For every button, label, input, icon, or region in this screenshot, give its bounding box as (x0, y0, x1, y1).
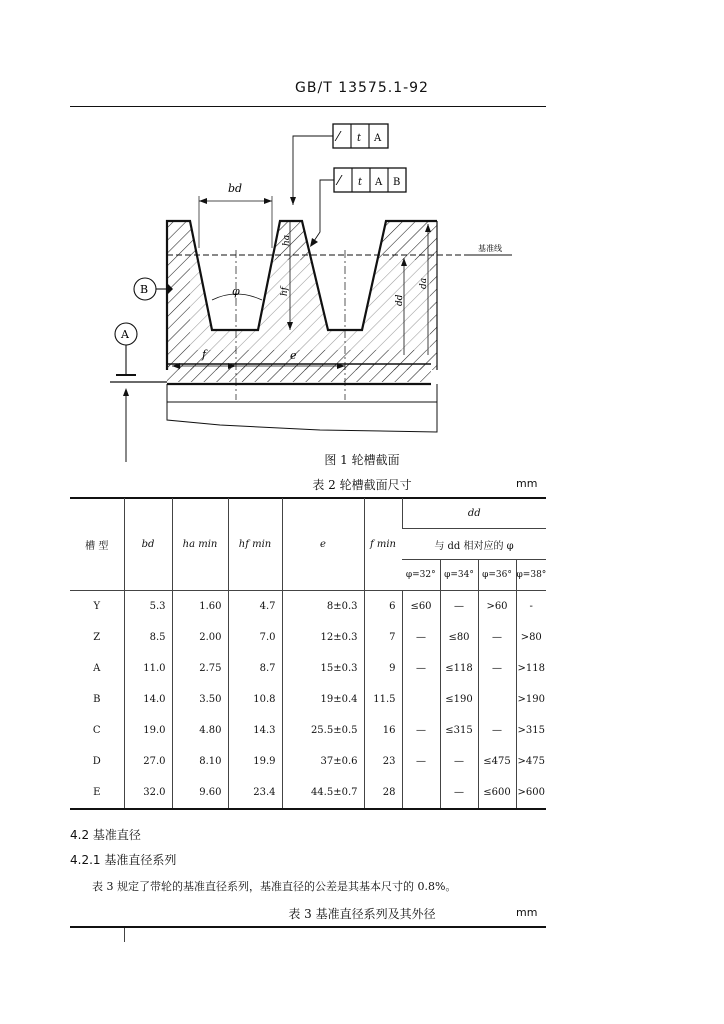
cell-bd: 14.0 (124, 684, 172, 715)
tolerance-t: t (357, 133, 362, 144)
cell-type: D (92, 756, 101, 767)
frame-leader (293, 136, 333, 205)
table-row (70, 715, 546, 746)
table-row (70, 653, 546, 684)
cell-p38: >600 (516, 777, 546, 809)
col-header-bd: bd (124, 498, 172, 591)
cell-e: 44.5±0.7 (282, 777, 364, 809)
cell-hf: 10.8 (228, 684, 282, 715)
cell-p34: ≤190 (440, 684, 478, 715)
cell-e: 15±0.3 (282, 653, 364, 684)
col-header-e: e (282, 498, 364, 591)
reference-line-label: 基准线 (478, 244, 502, 253)
cell-ha: 8.10 (172, 746, 228, 777)
cell-p34: — (440, 746, 478, 777)
cell-bd: 5.3 (124, 591, 172, 623)
cell-type: Y (93, 601, 101, 612)
groove-dimensions-table (70, 498, 546, 810)
cell-hf: 8.7 (228, 653, 282, 684)
runout-symbol: ⁄ (338, 174, 341, 189)
col-header-phi34: φ=34° (440, 560, 478, 591)
cell-p38: - (516, 591, 546, 623)
cell-f: 9 (364, 653, 402, 684)
cell-ha: 4.80 (172, 715, 228, 746)
cell-p36: — (478, 715, 516, 746)
cell-p32: ≤60 (402, 591, 440, 623)
arrowhead (199, 198, 207, 204)
cell-e: 37±0.6 (282, 746, 364, 777)
dim-label-e: e (290, 349, 297, 362)
table-row (70, 684, 546, 715)
section-4-2-1-heading: 4.2.1 基准直径系列 (70, 853, 177, 867)
cell-bd: 11.0 (124, 653, 172, 684)
col-header-phi36: φ=36° (478, 560, 516, 591)
section-4-2-heading: 4.2 基准直径 (70, 828, 141, 842)
cell-p38: >475 (516, 746, 546, 777)
table3-unit: mm (516, 906, 538, 919)
dim-label-da: da (419, 277, 429, 289)
dim-label-dd: dd (395, 294, 405, 306)
datum-letter-b: B (140, 283, 149, 296)
cell-type: Z (93, 632, 101, 643)
dim-label-f: f (202, 348, 207, 361)
cell-bd: 32.0 (124, 777, 172, 809)
cell-hf: 23.4 (228, 777, 282, 809)
dim-label-hf: hf (280, 286, 290, 296)
cell-e: 8±0.3 (282, 591, 364, 623)
cell-p38: >118 (516, 653, 546, 684)
hub-plate-hatch (167, 364, 431, 382)
cell-p32: — (402, 715, 440, 746)
col-header-hf: hf min (228, 498, 282, 591)
col-header-ha: ha min (172, 498, 228, 591)
cell-p36: ≤600 (478, 777, 516, 809)
cell-type: C (92, 725, 101, 736)
section-paragraph: 表 3 规定了带轮的基准直径系列，基准直径的公差是其基本尺寸的 0.8%。 (92, 880, 457, 893)
datum-ref-a: A (375, 177, 383, 188)
document-code: GB/T 13575.1-92 (295, 80, 429, 96)
cell-p32 (402, 684, 440, 715)
cell-bd: 27.0 (124, 746, 172, 777)
cell-p32 (402, 777, 440, 809)
table-row (70, 622, 546, 653)
cell-e: 25.5±0.5 (282, 715, 364, 746)
cell-p36: >60 (478, 591, 516, 623)
arrowhead (264, 198, 272, 204)
cell-p34: ≤118 (440, 653, 478, 684)
table3-top-rule (70, 926, 546, 928)
table2-unit: mm (516, 477, 538, 490)
break-line (167, 384, 437, 432)
arrowhead (123, 388, 129, 396)
datum-ref-b: B (393, 177, 401, 188)
table-row (70, 591, 546, 623)
dim-label-phi: φ (232, 285, 240, 298)
cell-p36: — (478, 622, 516, 653)
cell-p34: ≤80 (440, 622, 478, 653)
cell-type: B (93, 694, 101, 705)
arrowhead (290, 197, 296, 205)
cell-type: E (70, 777, 124, 809)
cell-f: 23 (364, 746, 402, 777)
table-row (70, 746, 546, 777)
runout-symbol: ⁄ (337, 130, 340, 145)
body-inner-clear (190, 260, 430, 350)
cell-hf: 4.7 (228, 591, 282, 623)
cell-ha: 9.60 (172, 777, 228, 809)
cell-p34: — (440, 591, 478, 623)
cell-p32: — (402, 622, 440, 653)
figure-caption: 图 1 轮槽截面 (324, 453, 400, 467)
col-header-type: 槽 型 (70, 498, 124, 591)
cell-ha: 1.60 (172, 591, 228, 623)
datum-letter-a: A (121, 328, 129, 341)
cell-ha: 2.75 (172, 653, 228, 684)
col-header-phi32: φ=32° (402, 560, 440, 591)
cell-hf: 7.0 (228, 622, 282, 653)
cell-p38: >315 (516, 715, 546, 746)
cell-f: 6 (364, 591, 402, 623)
cell-p36 (478, 684, 516, 715)
col-header-phi-group: 与 dd 相对应的 φ (402, 529, 546, 560)
cell-p36: ≤475 (478, 746, 516, 777)
cell-p38: >80 (516, 622, 546, 653)
cell-p34: ≤315 (440, 715, 478, 746)
table-row (70, 777, 546, 809)
cell-e: 12±0.3 (282, 622, 364, 653)
table2-title: 表 2 轮槽截面尺寸 (312, 478, 412, 492)
cell-f: 28 (364, 777, 402, 809)
table3-title: 表 3 基准直径系列及其外径 (288, 907, 436, 921)
dim-label-ha: ha (282, 234, 292, 246)
cell-e: 19±0.4 (282, 684, 364, 715)
cell-p34: — (440, 777, 478, 809)
cell-hf: 19.9 (228, 746, 282, 777)
cell-p38: >190 (516, 684, 546, 715)
groove-section-figure (0, 0, 724, 470)
cell-f: 11.5 (364, 684, 402, 715)
col-header-dd: dd (402, 498, 546, 529)
cell-f: 7 (364, 622, 402, 653)
cell-f: 16 (364, 715, 402, 746)
col-header-f: f min (364, 498, 402, 591)
cell-p32: — (402, 653, 440, 684)
cell-bd: 19.0 (124, 715, 172, 746)
cell-p32: — (402, 746, 440, 777)
col-header-phi38: φ=38° (516, 560, 546, 591)
cell-type: A (93, 663, 101, 674)
datum-ref-a: A (374, 133, 382, 144)
tolerance-t: t (358, 177, 363, 188)
cell-hf: 14.3 (228, 715, 282, 746)
cell-ha: 2.00 (172, 622, 228, 653)
cell-p36: — (478, 653, 516, 684)
table3-column-line (124, 928, 125, 942)
cell-bd: 8.5 (124, 622, 172, 653)
cell-ha: 3.50 (172, 684, 228, 715)
dim-label-bd: bd (228, 182, 243, 195)
frame-leader (312, 180, 334, 244)
